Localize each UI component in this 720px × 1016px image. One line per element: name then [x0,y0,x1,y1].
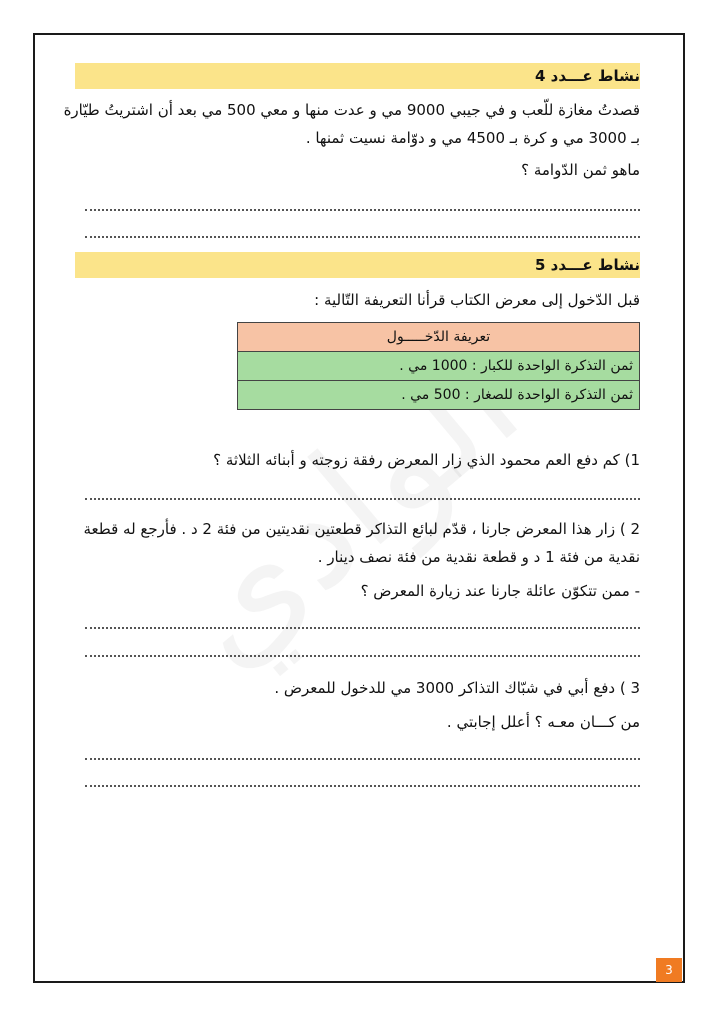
fee-adult-row: ثمن التذكرة الواحدة للكبار : 1000 مي . [238,352,640,381]
activity-4-text-line-2: بـ 3000 مي و كرة بـ 4500 مي و دوّامة نسيت ثمنها . [305,129,640,147]
page-number-badge: 3 [656,958,682,982]
question-3-line-1: 3 ) دفع أبي في شبّاك التذاكر 3000 مي للدخول للمعرض . [274,679,640,697]
answer-line [85,775,640,787]
question-2-line-2: نقدية من فئة 1 د و قطعة نقدية من فئة نصف دينار . [317,548,640,566]
question-3-line-2: من كـــان معـه ؟ أعلل إجابتي . [446,713,640,731]
fee-child-row: ثمن التذكرة الواحدة للصغار : 500 مي . [238,381,640,410]
fee-table-title: تعريفة الدّخـــــول [238,323,640,352]
answer-line [85,226,640,238]
answer-line [85,617,640,629]
answer-line [85,748,640,760]
entry-fee-table [237,322,640,410]
activity-4-text-line-1: قصدتُ مغازة للّعب و في جيبي 9000 مي و عدت منها و معي 500 مي بعد أن اشتريتُ طيّارة [63,101,640,119]
answer-line [85,645,640,657]
answer-line [85,488,640,500]
activity-5-intro: قبل الدّخول إلى معرض الكتاب قرأنا التعريفة التّالية : [314,291,640,309]
activity-5-heading: نشاط عـــدد 5 [75,252,640,278]
answer-line [85,199,640,211]
question-2-line-1: 2 ) زار هذا المعرض جارنا ، قدّم لبائع التذاكر قطعتين نقديتين من فئة 2 د . فأرجع له قطعة [83,520,640,538]
activity-4-question: ماهو ثمن الدّوامة ؟ [521,161,640,179]
question-1: 1) كم دفع العم محمود الذي زار المعرض رفقة زوجته و أبنائه الثلاثة ؟ [213,451,640,469]
question-2-question: - ممن تتكوّن عائلة جارنا عند زيارة المعرض ؟ [360,582,640,600]
activity-4-heading: نشاط عـــدد 4 [75,63,640,89]
